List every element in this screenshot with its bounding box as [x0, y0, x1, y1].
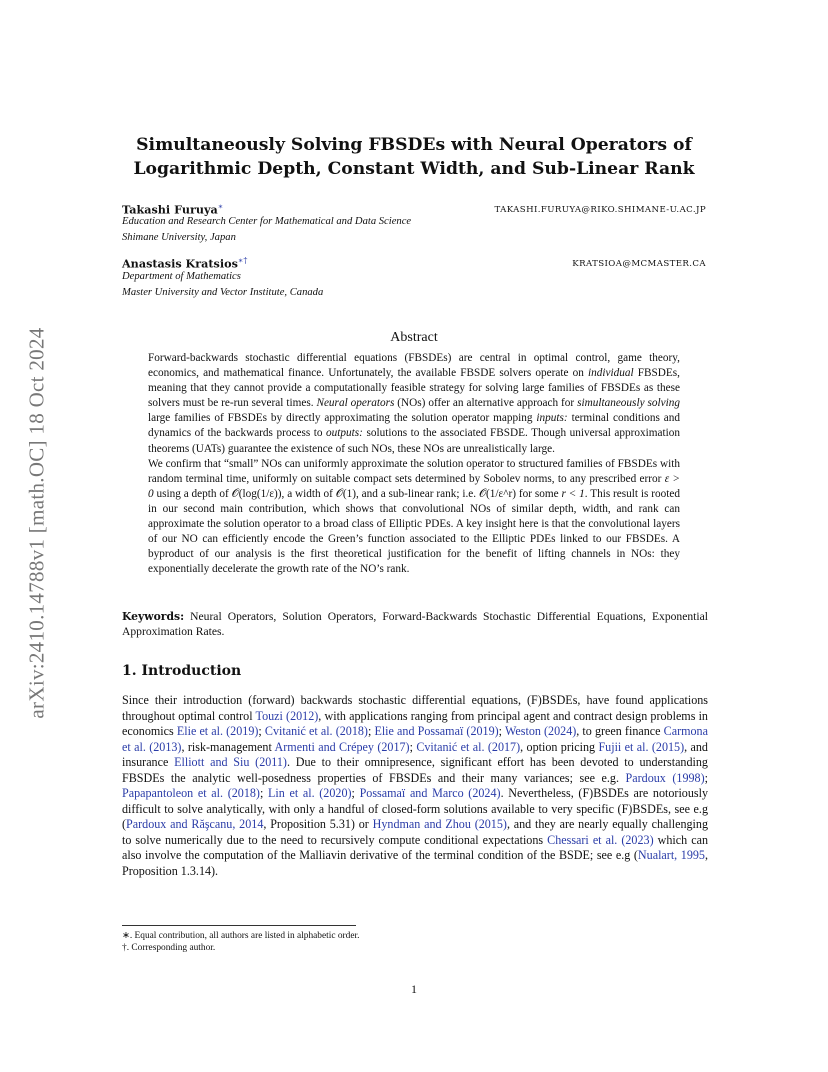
citation-link[interactable]: Hyndman and Zhou (2015)	[372, 817, 507, 831]
citation-link[interactable]: Cvitanić et al. (2018)	[264, 724, 368, 738]
citation-link[interactable]: Papapantoleon et al. (2018)	[122, 786, 260, 800]
citation-link[interactable]: Possamaï and Marco (2024)	[359, 786, 501, 800]
citation-link[interactable]: Weston (2024)	[504, 724, 577, 738]
citation-link[interactable]: Armenti and Crépey (2017)	[274, 739, 410, 754]
citation-link[interactable]: Elliott and Siu (2011)	[174, 755, 287, 769]
citation-link[interactable]: Elie et al. (2019)	[176, 724, 259, 738]
title-line-1: Simultaneously Solving FBSDEs with Neural Operators of	[136, 135, 692, 155]
abstract-heading: Abstract	[390, 330, 438, 345]
author-1-affiliation-2: Shimane University, Japan	[122, 232, 236, 243]
section-heading-introduction: 1. Introduction	[122, 663, 242, 679]
citation-link[interactable]: Fujii et al. (2015)	[598, 739, 685, 754]
author-1-mark: ∗	[217, 202, 224, 211]
introduction-paragraph: Since their introduction (forward) backwards stochastic differential equations, (F)BSDEs, have found applications throughout optimal control Touzi (2012), with applications ranging from principal agent and contract design problems in economics Elie et al. (2019); Cvitanić et al. (2018); Elie and Possamaï (2019); Weston (2024), to green finance Carmona et al. (2013), risk-management Armenti and Crépey (2017); Cvitanić et al. (2017), option pricing Fujii et al. (2015), and insurance Elliott and Siu (2011). Due to their omnipresence, significant effort has been devoted to understanding FBSDEs the analytic well-posedness properties of FBSDEs and their many variances; see e.g. Pardoux (1998); Papapantoleon et al. (2018); Lin et al. (2020); Possamaï and Marco (2024). Nevertheless, (F)BSDEs are notoriously difficult to solve analytically, with only a handful of closed-form solutions available to very specific (F)BSDEs, see e.g (Pardoux and Răşcanu, 2014, Proposition 5.31) or Hyndman and Zhou (2015), and they are nearly equally challenging to solve numerically due to the need to recursively compute conditional expectations Chessari et al. (2023) which can also involve the computation of the Malliavin derivative of the terminal condition of the BSDE; see e.g (Nualart, 1995, Proposition 1.3.14).	[122, 693, 709, 878]
citation-link[interactable]: Touzi (2012)	[255, 708, 319, 723]
author-2-affiliation-2: Master University and Vector Institute, Canada	[122, 287, 324, 298]
citation-link[interactable]: Nualart, 1995	[637, 848, 705, 862]
footnote-rule	[122, 925, 356, 926]
author-2-mark: ∗†	[237, 256, 248, 265]
citation-link[interactable]: Chessari et al. (2023)	[547, 832, 654, 847]
author-1-name: Takashi Furuya∗	[122, 202, 224, 217]
citation-link[interactable]: Pardoux and Răşcanu, 2014	[126, 817, 264, 831]
abstract-paragraph-1: Forward-backwards stochastic differential equations (FBSDEs) are central in optimal control, game theory, economics, and mathematical finance. Unfortunately, the available FBSDE solvers operate on individual FBSDEs, meaning that they cannot provide a computationally feasible strategy for solving large families of FBSDEs as these solvers must be re-run several times. Neural operators (NOs) offer an alternative approach for simultaneously solving large families of FBSDEs by directly approximating the solution operator mapping inputs: terminal conditions and dynamics of the backwards process to outputs: solutions to the associated FBSDE. Though universal approximation theorems (UATs) guarantee the existence of such NOs, these NOs are unrealistically large.	[148, 352, 681, 455]
author-2-name: Anastasis Kratsios∗†	[122, 256, 248, 271]
page-number: 1	[411, 982, 417, 996]
author-1-affiliation-1: Education and Research Center for Mathematical and Data Science	[122, 216, 412, 227]
citation-link[interactable]: Pardoux (1998)	[625, 770, 705, 785]
author-1-email[interactable]: TAKASHI.FURUYA@RIKO.SHIMANE-U.AC.JP	[494, 205, 706, 215]
footnote-2: †. Corresponding author.	[122, 943, 216, 953]
citation-link[interactable]: Carmona et al. (2013)	[122, 724, 708, 754]
author-2-email[interactable]: KRATSIOA@MCMASTER.CA	[572, 259, 706, 269]
author-2-affiliation-1: Department of Mathematics	[122, 271, 241, 282]
keywords-text: Neural Operators, Solution Operators, Forward-Backwards Stochastic Differential Equations, Exponential Approximation Rates.	[122, 610, 708, 639]
arxiv-identifier: arXiv:2410.14788v1 [math.OC] 18 Oct 2024	[24, 327, 49, 719]
citation-link[interactable]: Cvitanić et al. (2017)	[416, 739, 521, 754]
abstract-body	[148, 351, 680, 577]
title-line-2: Logarithmic Depth, Constant Width, and Sub-Linear Rank	[133, 159, 695, 179]
paper-title	[120, 133, 708, 181]
abstract-paragraph-2: We confirm that “small” NOs can uniformly approximate the solution operator to structured families of FBSDEs with random terminal time, uniformly on suitable compact sets determined by Sobolev norms, to any prescribed error ε > 0 using a depth of 𝒪(log(1/ε)), a width of 𝒪(1), and a sub-linear rank; i.e. 𝒪(1/ε^r) for some r < 1. This result is rooted in our second main contribution, which shows that convolutional NOs of similar depth, width, and rank can approximate the solution operator to a broad class of Elliptic PDEs. A key insight here is that the convolutional layers of our NO can efficiently encode the Green’s function associated to the Elliptic PDEs linked to our FBSDEs. A byproduct of our analysis is the first theoretical justification for the benefit of lifting channels in NOs: they exponentially decelerate the growth rate of the NO’s rank.	[148, 457, 680, 576]
citation-link[interactable]: Lin et al. (2020)	[267, 786, 352, 800]
citation-link[interactable]: Elie and Possamaï (2019)	[374, 724, 499, 738]
footnote-1: ∗. Equal contribution, all authors are listed in alphabetic order.	[122, 931, 360, 941]
keywords-label: Keywords:	[122, 610, 185, 623]
introduction-body	[122, 693, 708, 879]
keywords	[122, 609, 708, 639]
